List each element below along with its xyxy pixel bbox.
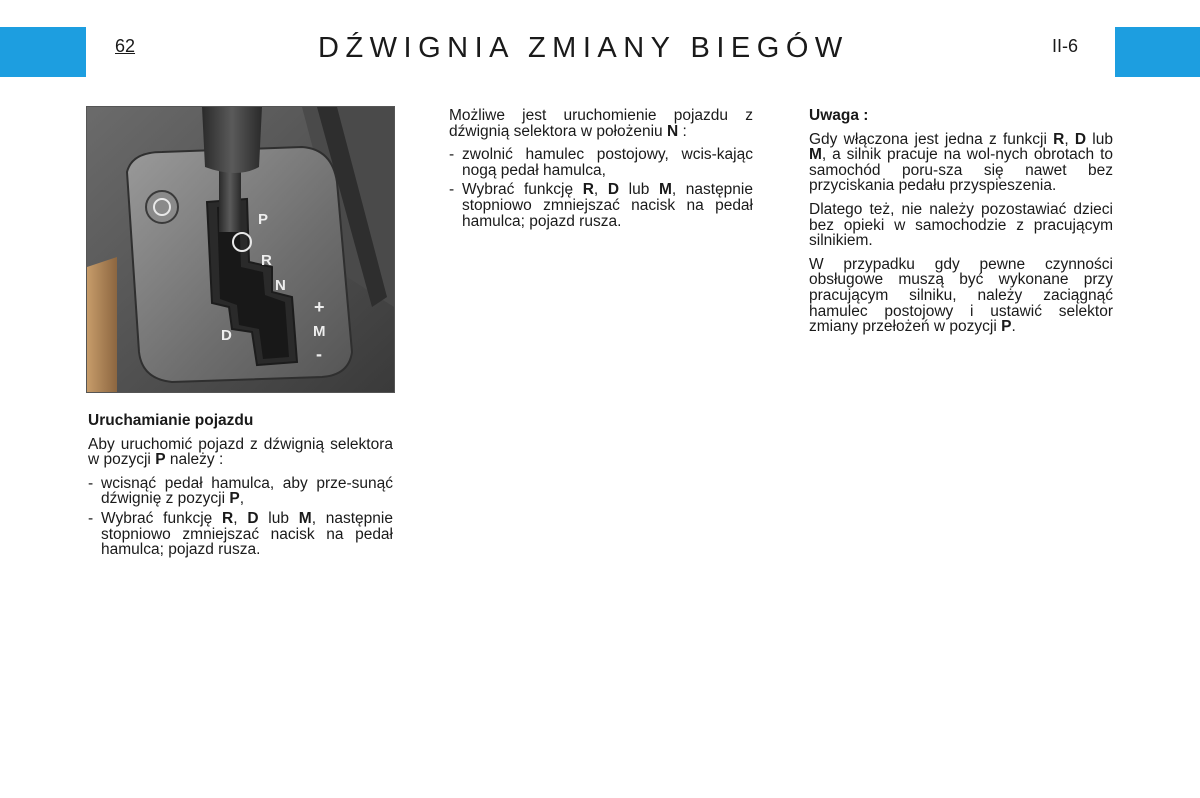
text: Wybrać funkcję bbox=[101, 509, 223, 527]
column-warning bbox=[809, 108, 1113, 343]
text-bold: N bbox=[666, 122, 679, 140]
text-bold: M bbox=[658, 181, 672, 199]
text: , następnie stopniowo zmniejszać nacisk na pedał hamulca; pojazd rusza. bbox=[101, 509, 393, 559]
gear-label-plus: + bbox=[314, 297, 325, 317]
text-bold: R bbox=[222, 509, 234, 527]
bullet-dash: - bbox=[88, 474, 94, 492]
text: należy : bbox=[165, 451, 224, 469]
text: wcisnąć pedał hamulca, aby prze-sunąć dźwignię z pozycji bbox=[101, 474, 393, 508]
gear-label-n: N bbox=[275, 277, 286, 294]
section-heading: Uruchamianie pojazdu bbox=[88, 412, 254, 429]
gear-selector-photo bbox=[86, 106, 395, 393]
text: W przypadku gdy pewne czynności obsługowe muszą być wykonane przy pracującym silniku, należy zaciągnąć hamulec postojowy i ustawić selektor zmiany przełożeń w pozycji bbox=[809, 255, 1113, 336]
intro-paragraph bbox=[449, 108, 753, 139]
page-number: 62 bbox=[115, 36, 136, 56]
text-bold: M bbox=[809, 146, 822, 164]
text: , następnie stopniowo zmniejszać nacisk na pedał hamulca; pojazd rusza. bbox=[462, 181, 753, 230]
text: Wybrać funkcję bbox=[462, 181, 583, 199]
gear-label-d: D bbox=[221, 327, 232, 344]
text: lub bbox=[1086, 130, 1113, 148]
text-bold: M bbox=[298, 509, 312, 527]
bullet-dash: - bbox=[88, 509, 94, 527]
text: zwolnić hamulec postojowy, wcis-kając nogą pedał hamulca, bbox=[462, 146, 753, 179]
text-bold: R bbox=[1053, 130, 1065, 148]
gear-label-minus: - bbox=[316, 344, 322, 364]
section-code: II-6 bbox=[1052, 36, 1079, 56]
bullet-dash: - bbox=[449, 146, 455, 164]
text: , bbox=[239, 490, 245, 508]
bullet-dash: - bbox=[449, 181, 455, 199]
text-bold: D bbox=[1074, 130, 1087, 148]
intro-paragraph bbox=[88, 437, 393, 468]
text-bold: D bbox=[247, 509, 259, 527]
warning-paragraph bbox=[809, 132, 1113, 194]
gear-selector-illustration bbox=[87, 107, 394, 392]
gear-label-p: P bbox=[258, 211, 269, 228]
text: : bbox=[678, 122, 687, 140]
text: , bbox=[233, 509, 248, 527]
column-starting-vehicle bbox=[88, 413, 393, 562]
text: Możliwe jest uruchomienie pojazdu z dźwignią selektora w położeniu bbox=[449, 107, 753, 140]
text: . bbox=[1011, 318, 1016, 336]
warning-paragraph: Dlatego też, nie należy pozostawiać dzieci bez opieki w samochodzie z pracującym silnikiem. bbox=[809, 200, 1113, 250]
list-item bbox=[88, 476, 393, 507]
text: lub bbox=[619, 181, 659, 199]
text: , bbox=[593, 181, 608, 199]
text: , bbox=[1064, 130, 1075, 148]
chapter-tab-left bbox=[0, 27, 86, 77]
text: , a silnik pracuje na wol-nych obrotach to samochód poru-sza się nawet bez przyciskania pedału przyspieszenia. bbox=[809, 146, 1113, 195]
text: lub bbox=[258, 509, 299, 527]
list-item bbox=[88, 511, 393, 558]
gear-label-m: M bbox=[313, 323, 326, 340]
gear-label-r: R bbox=[261, 252, 272, 269]
warning-paragraph bbox=[809, 257, 1113, 335]
warning-heading: Uwaga : bbox=[809, 107, 869, 124]
text-bold: R bbox=[582, 181, 594, 199]
text-bold: P bbox=[229, 490, 240, 508]
chapter-tab-right bbox=[1115, 27, 1200, 77]
steps-list bbox=[88, 476, 393, 558]
text-bold: P bbox=[1001, 318, 1012, 336]
text: Gdy włączona jest jedna z funkcji bbox=[809, 130, 1054, 148]
text-bold: D bbox=[607, 181, 620, 199]
text-bold: P bbox=[155, 451, 166, 469]
steps-list bbox=[449, 147, 753, 229]
list-item bbox=[449, 182, 753, 229]
list-item bbox=[449, 147, 753, 178]
text: Aby uruchomić pojazd z dźwignią selektora w pozycji bbox=[88, 435, 393, 469]
column-neutral-start bbox=[449, 108, 753, 233]
page-title: DŹWIGNIA ZMIANY BIEGÓW bbox=[318, 32, 849, 64]
